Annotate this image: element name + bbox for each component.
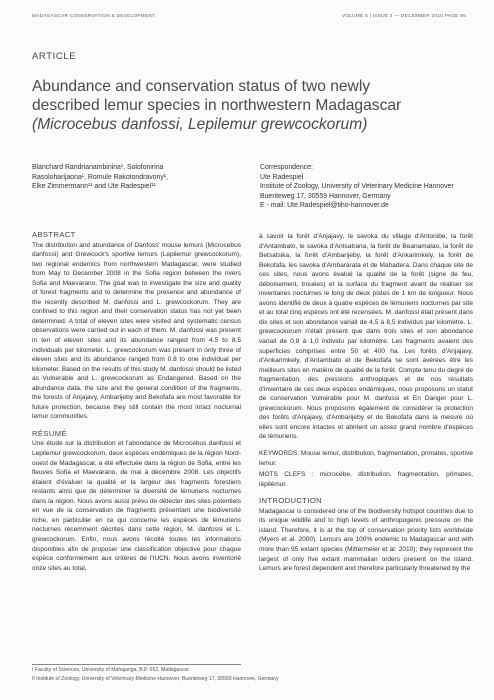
title-line-3: (Microcebus danfossi, Lepilemur grewcockorum) [32,116,368,133]
correspondence-block [260,163,475,211]
abstract-heading: ABSTRACT [32,230,76,239]
article-title [32,77,472,134]
footnote-1: I Faculty of Sciences, University of Mahajanga, B.P. 652, Madagascar [32,667,190,673]
keywords-fr: MOTS CLEFS : microcèbe, distribution, fragmentation, primates, lépilémur. [259,471,473,488]
footnote-divider [32,664,241,665]
author-line-2: Rasoloharijaona¹, Romule Rakotondravony¹, [32,173,168,181]
abstract-text: The distribution and abundance of Danfoss' mouse lemurs (Microcebus danfossi) and Grewcock's sportive lemurs (Lepilemur grewcockorum), two regional endemics from northwestern Madagascar, were studied from May to December 2008 in the Sofia region between the rivers Sofia and Maevarano. The goal was to investigate the size and quality of forest fragments and to determine the presence and abundance of the recently described M. danfossi and L. grewcockorum. They are confined to this region and their conservation status has not yet been determined. A total of eleven sites were visited and systematic census observations were carried out in each of them. M. danfossi was present in ten of eleven sites and its abundance ranged from 4.5 to 8.5 individuals per kilometer. L. grewcockorum was present in only three of eleven sites and its abundance ranged from 0.8 to one individual per kilometer. Based on the results of this study M. danfossi should be listed as Vulnerable and L. grewcockorum as Endangered. Based on the abundance data, the size and the general condition of the fragments, the forests of Anjajavy, Ambarijeby and Bekofafa are most favorable for future protection, because they still contain the most intact nocturnal lemur communities. [32,241,241,421]
correspondence-address: Buenteweg 17, 30559 Hannover, Germany [260,192,391,200]
right-column [259,232,473,576]
resume-text-right: à savoir la forêt d'Anjajavy, le savoka du village d'Antonibe, la forêt d'Antambato, le savoka d'Antsatrana, la forêt de Beanamalao, la forêt de Betsatsika, la forêt d'Ambarijeby, la forêt d'Ankarimkely, la forêt de Bekofafa, les savoka d'Ambararata et de Mahadera. Dans chaque site de ces sites, nous avons évalué la qualité de la forêt (signe de feu, déboisement, trouées) et la surface du fragment avant de réaliser six inventaires nocturnes le long de deux pistes de 1 km de longueur. Nous avons identifié de deux à quatre espèces de lémuriens nocturnes par site et au total cinq espèces ont été recensées. M. danfossi était présent dans dix sites et son abondance variait de 4,5 à 8,5 individus par kilomètre. L. grewcockorum n'était présent que dans trois sites et son abondance variait de 0,8 à 1,0 individu par kilomètre. Les fragments avaient des superficies comprises entre 50 et 400 ha. Les forêts d'Anjajavy, d'Ankarimkely, d'Antambato et de Bekofafa se sont avérées être les meilleurs sites en matière de qualité de la forêt. Compte tenu du degré de fragmentation, des pressions anthropiques et de nos résultats d'inventaire de ces deux espèces endémiques, nous proposons un statut de conservation Vulnérable pour M. danfossi et En Danger pour L. grewcockorum. Nous proposons également de considérer la protection des forêts d'Anjajavy, d'Ambarijeby et de Bekofafa dans la mesure où elles sont encore intactes et abritent un assez grand nombre d'espèces de lémuriens. [259,233,473,441]
author-line-3: Elke Zimmermann¹¹ and Ute Radespiel¹¹ [32,183,156,190]
running-header-issue-page: VOLUME 5 | ISSUE 2 — DECEMBER 2010 PAGE 95 [341,13,466,18]
running-header-journal: MADAGASCAR CONSERVATION & DEVELOPMENT [32,13,156,18]
keywords-en: KEYWORDS: Mouse lemur, distribution, fragmentation, primates, sportive lemur. [259,450,473,467]
correspondence-email: E - mail: Ute.Radespiel@tiho-hannover.de [260,202,389,209]
resume-heading: RÉSUMÉ [32,428,67,438]
introduction-heading: INTRODUCTION [259,496,323,506]
title-line-1: Abundance and conservation status of two newly [32,78,371,95]
left-column [32,230,241,575]
resume-text-left: Une étude sur la distribution et l'abondance de Microcebus danfossi et Lepilemur grewcockorum, deux espèces endémiques de la région Nord-ouest de Madagascar, a été effectuée dans la région de Sofia, entre les fleuves Sofia et Maevarano, de mai à décembre 2008. Les objectifs étaient d'évaluer la qualité et la largeur des fragments forestiers restants ainsi que de déterminer la diversité de lémuriens nocturnes dans la région. Nous avons aussi prévu de détecter des sites potentiels en vue de la conservation de fragments présentant une biodiversité riche, en particulier en ce qui concerne les espèces de lémuriens nocturnes récemment décrites dans cette région, M. danfossi et L. grewcockorum. Enfin, nous avons récolté toutes les informations disponibles afin de proposer une classification objective pour chaque espèce conformément aux critères de l'IUCN. Nous avons inventorié onze sites au total, [32,440,241,572]
title-line-2: described lemur species in northwestern Madagascar [32,97,402,114]
author-list [32,163,237,192]
correspondence-name: Ute Radespiel [260,173,304,181]
correspondence-institute: Institute of Zoology, University of Veterinary Medicine Hannover [260,183,454,190]
correspondence-heading: Correspondence: [260,164,313,171]
author-line-1: Blanchard Randrianambinina¹, Solofonirina [32,164,164,171]
footnote-2: II Institute of Zoology, University of Veterinary Medicine Hannover, Buenteweg 17, 30559 Hannover, Germany [32,676,279,682]
introduction-text: Madagascar is considered one of the biodiversity hotspot countries due to its unique wildlife and to high levels of anthropogenic pressure on the island. Therefore, it is at the top of conservation priority lists worldwide (Myers et al. 2000). Lemurs are 100% endemic to Madagascar and with more than 95 extant species (Mittermeier et al. 2010); they represent the largest of only five extant mammalian orders present on the island. Lemurs are forest dependent and therefore particularly threatened by the [259,507,473,573]
section-label: ARTICLE [32,51,77,62]
